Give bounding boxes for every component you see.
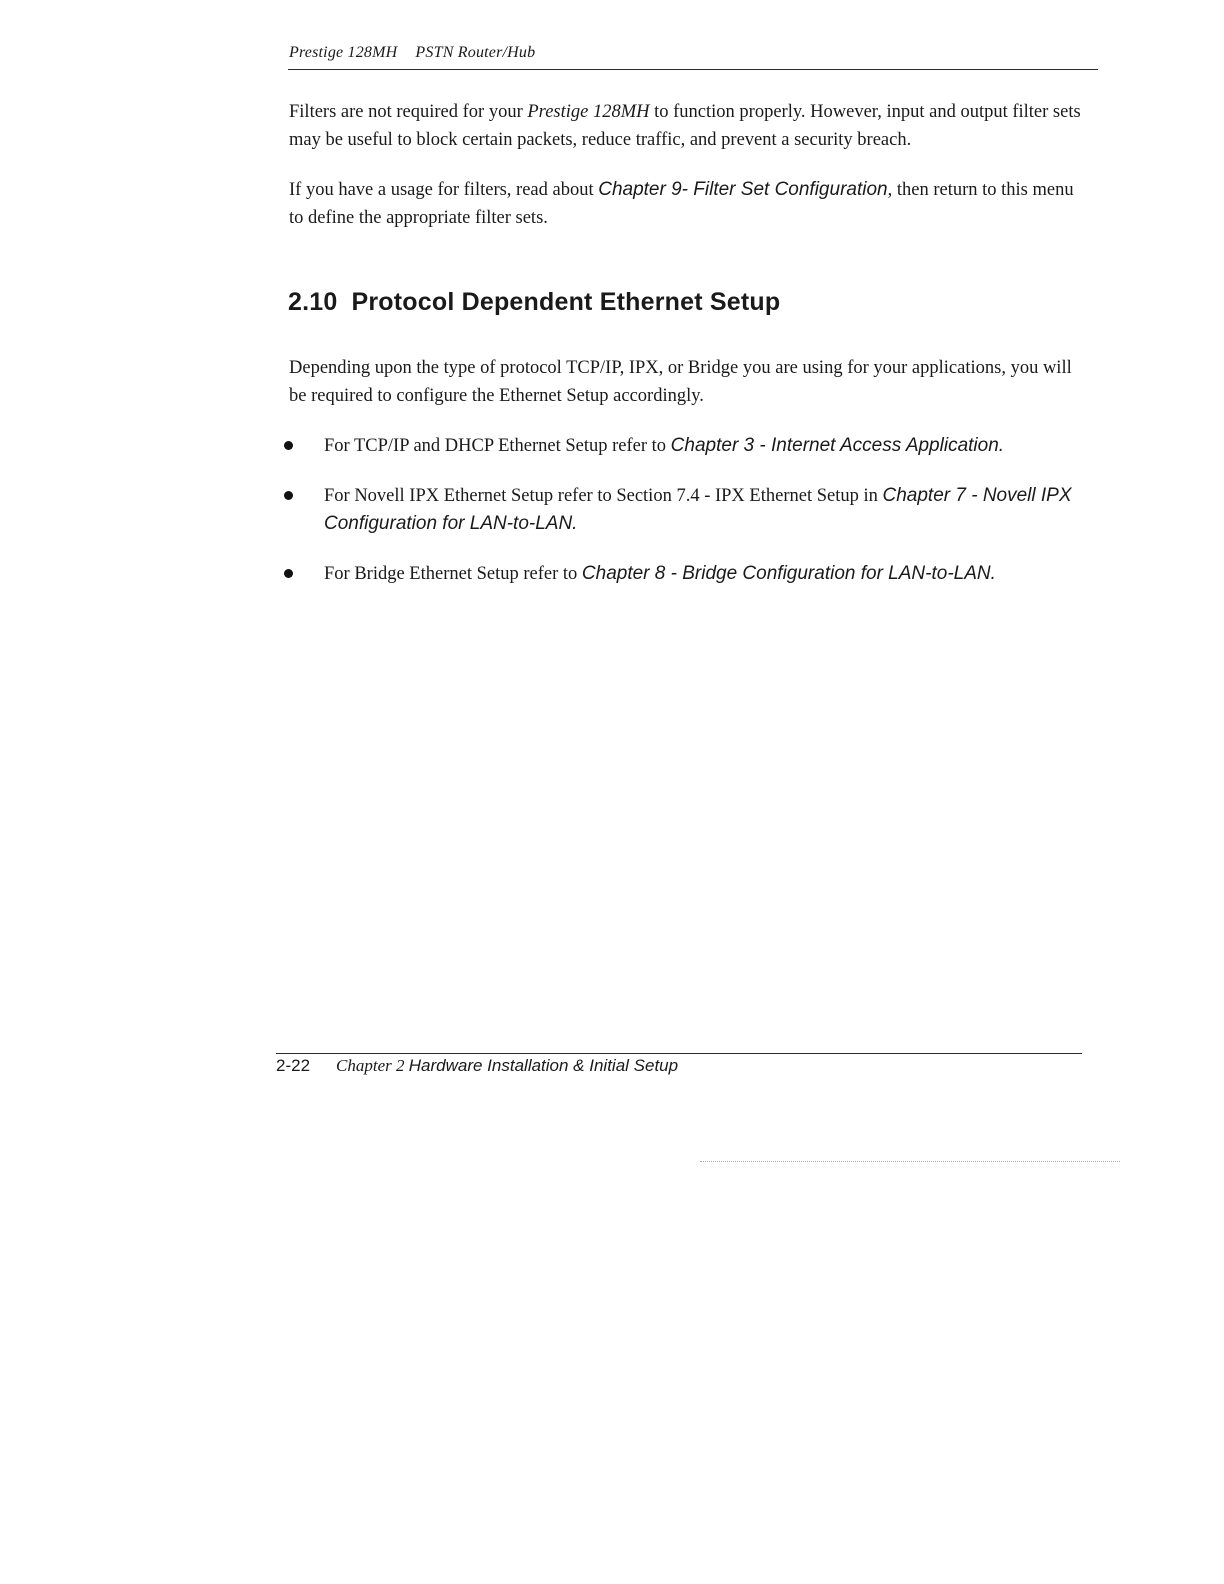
- filter-chapter-reference: Chapter 9- Filter Set Configuration: [598, 179, 888, 200]
- running-footer: [276, 1056, 678, 1076]
- list-item-text: For Bridge Ethernet Setup refer to: [324, 564, 582, 584]
- chapter-reference: Chapter 8 - Bridge Configuration for LAN-to-LAN.: [581, 563, 996, 584]
- intro-p1-text-a: Filters are not required for your: [289, 102, 528, 122]
- intro-paragraph-1: [289, 98, 1089, 154]
- intro-p1-text-b: to function properly. However, input and output filter sets may be useful to block certain packets, reduce traffic, and prevent a security breach.: [289, 102, 1081, 150]
- footer-rule: [276, 1053, 1082, 1054]
- bullet-icon: [284, 491, 293, 500]
- intro-paragraph-2: [289, 176, 1089, 232]
- section-title: Protocol Dependent Ethernet Setup: [351, 288, 781, 316]
- list-item-text: For Novell IPX Ethernet Setup refer to Section 7.4 - IPX Ethernet Setup in: [324, 486, 883, 506]
- page-number: 2-22: [276, 1056, 311, 1075]
- header-subtitle: PSTN Router/Hub: [415, 44, 536, 61]
- section-heading: [288, 288, 780, 317]
- footer-title: Hardware Installation & Initial Setup: [408, 1056, 679, 1075]
- header-rule: [288, 69, 1098, 70]
- header-product: Prestige 128MH: [289, 44, 398, 61]
- footer-chapter: Chapter 2: [336, 1056, 405, 1075]
- intro-p1-product: Prestige 128MH: [527, 102, 650, 122]
- chapter-reference: Chapter 3 - Internet Access Application.: [670, 435, 1005, 456]
- section-body: Depending upon the type of protocol TCP/IP, IPX, or Bridge you are using for your applications, you will be required to configure the Ethernet Setup accordingly.: [289, 358, 1072, 406]
- section-number: 2.10: [288, 288, 338, 316]
- intro-p2-text-a: If you have a usage for filters, read about: [289, 180, 599, 200]
- bullet-icon: [284, 441, 293, 450]
- chapter-reference: Chapter 7 - Novell IPX Configuration for LAN-to-LAN.: [324, 485, 1072, 534]
- list-item-text: For TCP/IP and DHCP Ethernet Setup refer to: [324, 436, 671, 456]
- intro-p2-text-b: , then return to this menu to define the appropriate filter sets.: [289, 180, 1074, 228]
- scan-artifact: [700, 1161, 1120, 1163]
- bullet-icon: [284, 569, 293, 578]
- running-header: [289, 44, 535, 62]
